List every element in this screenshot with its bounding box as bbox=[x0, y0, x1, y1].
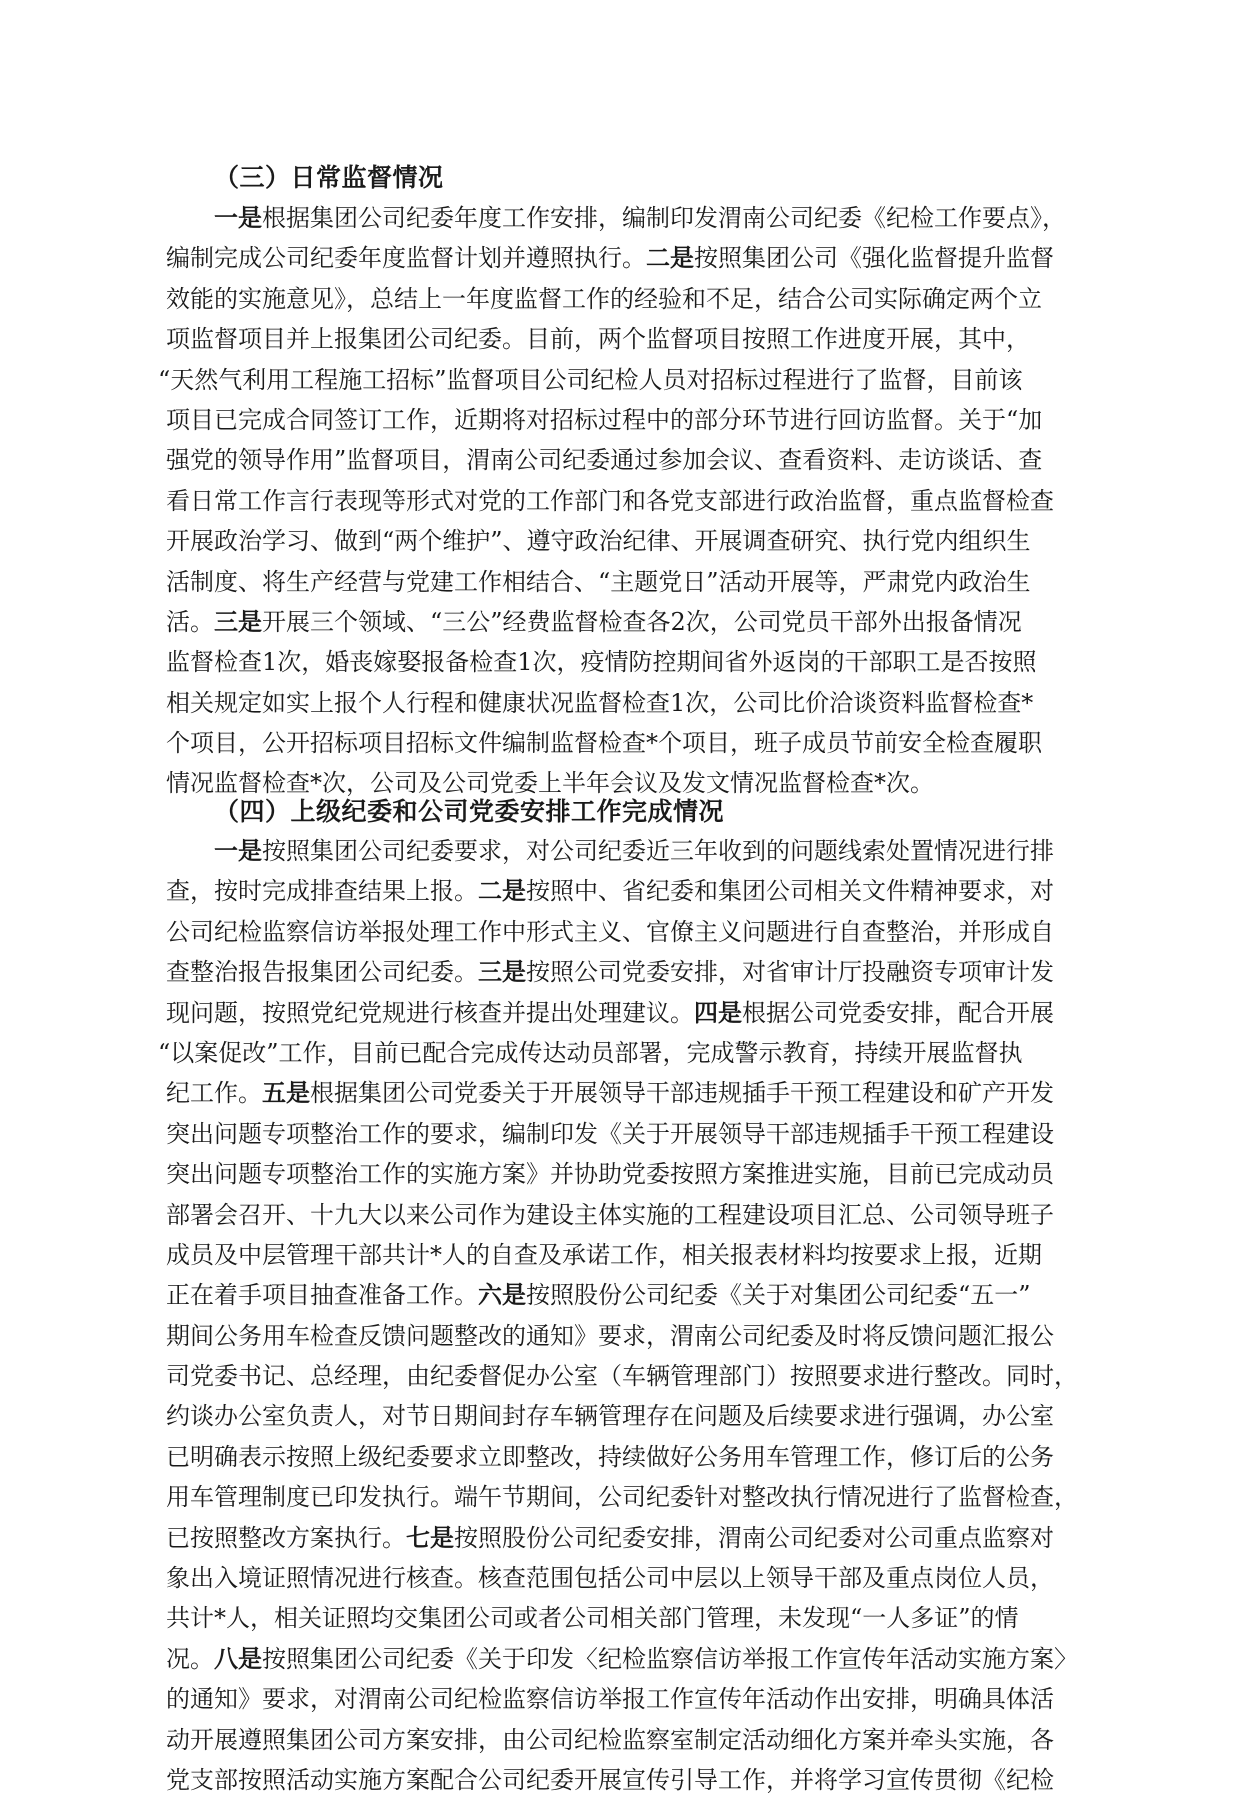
item-ordinal: 七是 bbox=[406, 1523, 454, 1552]
paragraph-text: 根据集团公司党委关于开展领导干部违规插手干预工程建设和矿产开发 bbox=[310, 1079, 1054, 1108]
text-line bbox=[166, 1437, 1096, 1477]
paragraph-text: 看日常工作言行表现等形式对党的工作部门和各党支部进行政治监督，重点监督检查 bbox=[166, 486, 1054, 515]
item-ordinal: 五是 bbox=[262, 1079, 310, 1108]
paragraph-text: 项监督项目并上报集团公司纪委。目前，两个监督项目按照工作进度开展，其中， bbox=[166, 325, 1030, 354]
text-line bbox=[166, 562, 1096, 602]
section-4-body bbox=[158, 831, 1096, 1800]
item-ordinal: 一是 bbox=[214, 204, 262, 232]
text-line bbox=[166, 1356, 1096, 1396]
text-line bbox=[166, 1558, 1096, 1598]
text-line bbox=[166, 1073, 1096, 1113]
paragraph-text: 个项目，公开招标项目招标文件编制监督检查*个项目，班子成员节前安全检查履职 bbox=[166, 729, 1042, 758]
text-line bbox=[166, 723, 1096, 763]
paragraph-text: 编制完成公司纪委年度监督计划并遵照执行。 bbox=[166, 244, 646, 273]
paragraph-text: 按照股份公司纪委安排，渭南公司纪委对公司重点监察对 bbox=[454, 1523, 1054, 1552]
paragraph-text: 开展三个领域、“三公”经费监督检查各2次，公司党员干部外出报备情况 bbox=[262, 607, 1022, 636]
paragraph-text: 强党的领导作用”监督项目，渭南公司纪委通过参加会议、查看资料、走访谈话、查 bbox=[166, 446, 1043, 475]
paragraph-text: 期间公务用车检查反馈问题整改的通知》要求，渭南公司纪委及时将反馈问题汇报公 bbox=[166, 1321, 1054, 1350]
text-line bbox=[158, 360, 1096, 400]
paragraph-text: 开展政治学习、做到“两个维护”、遵守政治纪律、开展调查研究、执行党内组织生 bbox=[166, 527, 1031, 556]
paragraph-text: 突出问题专项整治工作的实施方案》并协助党委按照方案推进实施，目前已完成动员 bbox=[166, 1160, 1054, 1189]
text-line bbox=[158, 1033, 1096, 1073]
paragraph-text: 部署会召开、十九大以来公司作为建设主体实施的工程建设项目汇总、公司领导班子 bbox=[166, 1200, 1054, 1229]
text-line bbox=[166, 1518, 1096, 1558]
text-line bbox=[166, 1114, 1096, 1154]
paragraph-text: 项目已完成合同签订工作，近期将对招标过程中的部分环节进行回访监督。关于“加 bbox=[166, 405, 1043, 434]
text-line bbox=[166, 440, 1096, 480]
paragraph-text: 纪工作。 bbox=[166, 1079, 262, 1108]
text-line bbox=[166, 993, 1096, 1033]
paragraph-text: 按照公司党委安排，对省审计厅投融资专项审计发 bbox=[526, 958, 1054, 987]
paragraph-text: 按照集团公司纪委要求，对公司纪委近三年收到的问题线索处置情况进行排 bbox=[262, 837, 1054, 865]
paragraph-text: 公司纪检监察信访举报处理工作中形式主义、官僚主义问题进行自查整治，并形成自 bbox=[166, 917, 1054, 946]
item-ordinal: 一是 bbox=[214, 837, 262, 865]
paragraph-text: 按照股份公司纪委《关于对集团公司纪委“五一” bbox=[526, 1281, 1031, 1310]
paragraph-text: 象出入境证照情况进行核查。核查范围包括公司中层以上领导干部及重点岗位人员， bbox=[166, 1564, 1054, 1593]
item-ordinal: 三是 bbox=[478, 958, 526, 987]
item-ordinal: 三是 bbox=[214, 607, 262, 636]
paragraph-text: 成员及中层管理干部共计*人的自查及承诺工作，相关报表材料均按要求上报，近期 bbox=[166, 1240, 1042, 1269]
paragraph-text: 监督检查1次，婚丧嫁娶报备检查1次，疫情防控期间省外返岗的干部职工是否按照 bbox=[166, 648, 1037, 677]
text-line bbox=[166, 238, 1096, 278]
paragraph-text: 动开展遵照集团公司方案安排，由公司纪检监察室制定活动细化方案并牵头实施，各 bbox=[166, 1725, 1054, 1754]
text-line bbox=[166, 952, 1096, 992]
paragraph-text: 查整治报告报集团公司纪委。 bbox=[166, 958, 478, 987]
text-line bbox=[166, 1760, 1096, 1800]
section-3-body bbox=[158, 198, 1096, 804]
paragraph-text: 根据集团公司纪委年度工作安排，编制印发渭南公司纪委《纪检工作要点》， bbox=[262, 204, 1066, 232]
text-line bbox=[166, 198, 1096, 238]
paragraph-text: 相关规定如实上报个人行程和健康状况监督检查1次，公司比价洽谈资料监督检查* bbox=[166, 688, 1034, 717]
text-line bbox=[166, 831, 1096, 871]
item-ordinal: 八是 bbox=[214, 1644, 262, 1673]
text-line bbox=[166, 642, 1096, 682]
text-line bbox=[166, 521, 1096, 561]
text-line bbox=[166, 912, 1096, 952]
text-line bbox=[166, 1396, 1096, 1436]
text-line bbox=[166, 319, 1096, 359]
text-line bbox=[166, 1275, 1096, 1315]
paragraph-text: 已按照整改方案执行。 bbox=[166, 1523, 406, 1552]
paragraph-text: 正在着手项目抽查准备工作。 bbox=[166, 1281, 478, 1310]
paragraph-text: 活。 bbox=[166, 607, 214, 636]
paragraph-text: 活制度、将生产经营与党建工作相结合、“主题党日”活动开展等，严肃党内政治生 bbox=[166, 567, 1031, 596]
item-ordinal: 四是 bbox=[694, 998, 742, 1027]
paragraph-text: 约谈办公室负责人，对节日期间封存车辆管理存在问题及后续要求进行强调，办公室 bbox=[166, 1402, 1054, 1431]
text-line bbox=[166, 871, 1096, 911]
text-line bbox=[166, 481, 1096, 521]
text-line bbox=[166, 1195, 1096, 1235]
text-line bbox=[166, 1679, 1096, 1719]
text-line bbox=[166, 400, 1096, 440]
item-ordinal: 二是 bbox=[646, 244, 694, 273]
paragraph-text: 党支部按照活动实施方案配合公司纪委开展宣传引导工作，并将学习宣传贯彻《纪检 bbox=[166, 1765, 1054, 1794]
paragraph-text: 现问题，按照党纪党规进行核查并提出处理建议。 bbox=[166, 998, 694, 1027]
paragraph-text: 效能的实施意见》，总结上一年度监督工作的经验和不足，结合公司实际确定两个立 bbox=[166, 284, 1042, 313]
paragraph-text: 查，按时完成排查结果上报。 bbox=[166, 877, 478, 906]
text-line bbox=[166, 279, 1096, 319]
item-ordinal: 二是 bbox=[478, 877, 526, 906]
paragraph-text: 突出问题专项整治工作的要求，编制印发《关于开展领导干部违规插手干预工程建设 bbox=[166, 1119, 1054, 1148]
item-ordinal: 六是 bbox=[478, 1281, 526, 1310]
paragraph-text: 按照集团公司《强化监督提升监督 bbox=[694, 244, 1054, 273]
paragraph-text: 共计*人，相关证照均交集团公司或者公司相关部门管理，未发现“一人多证”的情 bbox=[166, 1604, 1019, 1633]
text-line bbox=[166, 1316, 1096, 1356]
text-line bbox=[166, 683, 1096, 723]
section-3-heading: （三）日常监督情况 bbox=[214, 163, 444, 192]
paragraph-text: 已明确表示按照上级纪委要求立即整改，持续做好公务用车管理工作，修订后的公务 bbox=[166, 1442, 1054, 1471]
text-line bbox=[166, 1639, 1096, 1679]
text-line bbox=[166, 602, 1096, 642]
paragraph-text: 按照集团公司纪委《关于印发〈纪检监察信访举报工作宣传年活动实施方案〉 bbox=[262, 1644, 1078, 1673]
paragraph-text: 根据公司党委安排，配合开展 bbox=[742, 998, 1054, 1027]
section-4-heading: （四）上级纪委和公司党委安排工作完成情况 bbox=[214, 797, 725, 826]
text-line bbox=[166, 1235, 1096, 1275]
paragraph-text: 司党委书记、总经理，由纪委督促办公室（车辆管理部门）按照要求进行整改。同时， bbox=[166, 1362, 1078, 1391]
paragraph-text: 的通知》要求，对渭南公司纪检监察信访举报工作宣传年活动作出安排，明确具体活 bbox=[166, 1685, 1054, 1714]
paragraph-text: 按照中、省纪委和集团公司相关文件精神要求，对 bbox=[526, 877, 1054, 906]
text-line bbox=[166, 1598, 1096, 1638]
text-line bbox=[166, 1154, 1096, 1194]
paragraph-text: 情况监督检查*次，公司及公司党委上半年会议及发文情况监督检查*次。 bbox=[166, 769, 934, 798]
paragraph-text: “天然气利用工程施工招标”监督项目公司纪检人员对招标过程进行了监督，目前该 bbox=[158, 365, 1023, 394]
text-line bbox=[166, 1477, 1096, 1517]
paragraph-text: 用车管理制度已印发执行。端午节期间，公司纪委针对整改执行情况进行了监督检查， bbox=[166, 1483, 1078, 1512]
paragraph-text: 况。 bbox=[166, 1644, 214, 1673]
paragraph-text: “以案促改”工作，目前已配合完成传达动员部署，完成警示教育，持续开展监督执 bbox=[158, 1038, 1023, 1067]
